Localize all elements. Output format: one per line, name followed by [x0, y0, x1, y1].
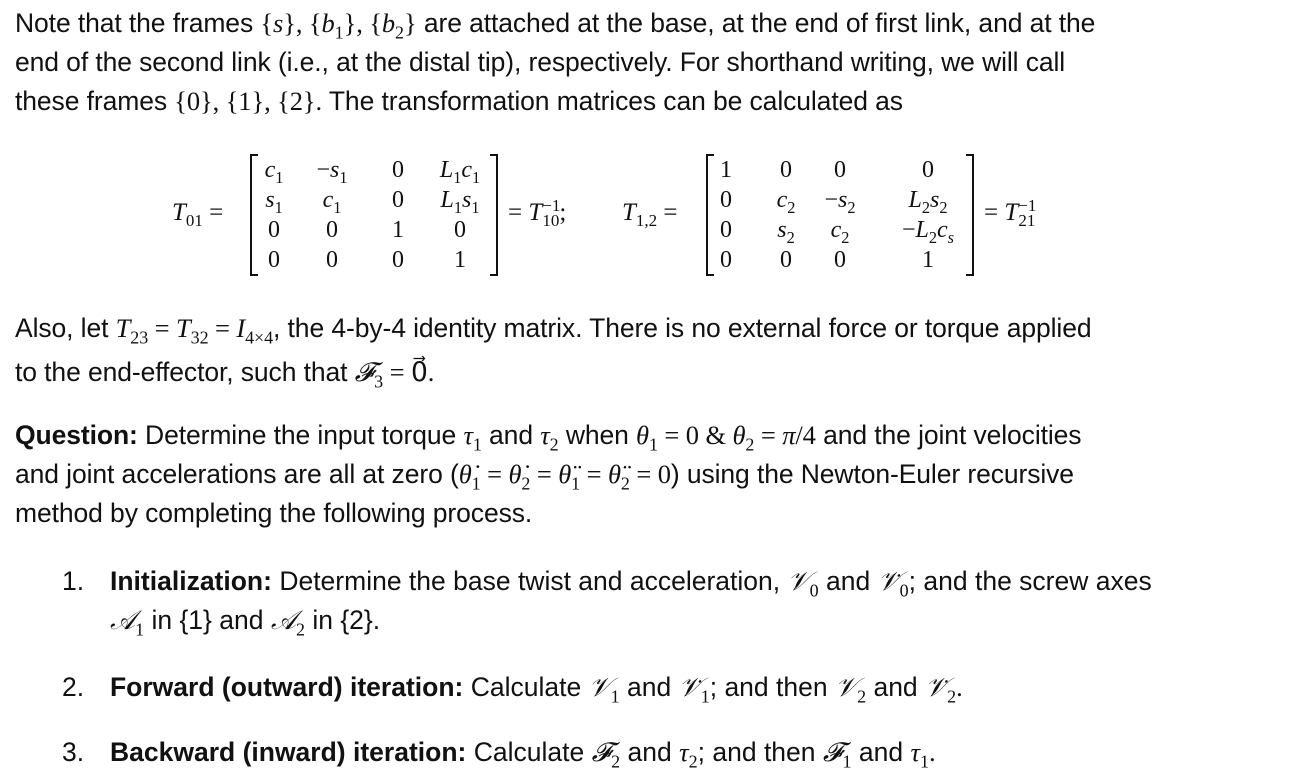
also-paragraph [15, 306, 1285, 394]
matrix-cell: $c_2$ [830, 217, 850, 247]
frame-set-short: {0}, {1}, {2}. [174, 86, 323, 116]
matrix-cell: 0 [268, 247, 280, 273]
matrix-cell: 0 [780, 247, 792, 273]
matrix-cell: $s_1$ [265, 187, 283, 217]
matrix-cell: 0 [922, 157, 934, 183]
matrix-cell: 0 [326, 247, 338, 273]
question-line-3: method by completing the following process. [15, 498, 533, 528]
joint-angle-condition: $\theta_1 = 0$ & $\theta_2 = \pi/4$ [636, 420, 816, 455]
t12-label: $T_{1,2}$ = [622, 199, 678, 230]
intro-paragraph [15, 4, 1285, 121]
zero-velocity-condition: $\thetȧ_1$ = $\thetȧ_2$ = $\thetä_1$ = $\thetä_2 = 0$ [458, 459, 671, 494]
intro-text: Note that the frames [15, 8, 254, 38]
matrix-cell: $c_1$ [264, 157, 284, 187]
step-number: 2. [62, 672, 85, 702]
step-number: 1. [62, 566, 85, 596]
step-label: Initialization: [110, 566, 272, 596]
matrix-cell: 0 [268, 217, 280, 243]
matrix-cell: 0 [834, 157, 846, 183]
intro-text: The transformation matrices can be calculated as [328, 86, 903, 116]
question-line-2: and joint accelerations are all at zero ($\thetȧ_1$ = $\thetȧ_2$ = $\thetä_1$ = $\thetä_2 = 0$) using the Newton-Euler recursive [15, 459, 1074, 494]
matrix-cell: 0 [454, 217, 466, 243]
matrix-cell: 1 [922, 247, 934, 273]
matrix-t01 [250, 154, 498, 276]
t01-label: $T_{01}$ = [172, 199, 224, 230]
intro-text: are attached at the base, at the end of first link, and at the [423, 8, 1096, 38]
matrix-t12 [706, 154, 974, 276]
t10-inverse-label: = $T^{-1}_{10}$; [508, 196, 567, 230]
intro-text: these frames [15, 86, 167, 116]
matrix-cell: $-L_2c_s$ [901, 217, 955, 247]
zero-force-equation: 𝓕$_3$ = 0⃗. [354, 357, 435, 392]
also-line-1: Also, let $T_{23} = T_{32} = I_{4\times 4}$, the 4-by-4 identity matrix. There is no external force or torque applied [15, 313, 1092, 348]
question-paragraph [15, 416, 1285, 533]
matrix-cell: 0 [834, 247, 846, 273]
intro-line-1 [15, 4, 1285, 43]
matrix-cell: 0 [720, 247, 732, 273]
matrix-cell: 1 [392, 217, 404, 243]
matrix-cell: 0 [720, 217, 732, 243]
also-line-2: to the end-effector, such that 𝓕$_3$ = 0⃗. [15, 357, 435, 392]
matrix-cell: $-s_1$ [316, 157, 348, 187]
matrix-cell: 0 [780, 157, 792, 183]
matrix-cell: $L_1s_1$ [440, 187, 480, 217]
matrix-cell: 0 [720, 187, 732, 213]
matrix-cell: $c_1$ [322, 187, 342, 217]
step-label: Forward (outward) iteration: [110, 672, 464, 702]
matrix-cell: $L_2s_2$ [908, 187, 948, 217]
matrix-cell: $s_2$ [777, 217, 795, 247]
matrix-cell: $c_2$ [776, 187, 796, 217]
matrix-cell: 0 [392, 157, 404, 183]
question-line-1: Question: Determine the input torque $\tau_1$ and $\tau_2$ when $\theta_1 = 0$ & $\theta_2 = \pi/4$ and the joint velocities [15, 420, 1082, 455]
question-label: Question: [15, 420, 138, 450]
matrix-cell: $-s_2$ [824, 187, 856, 217]
frame-set: {s}, $\{b_1\}$, $\{b_2\}$ [260, 8, 417, 43]
t21-inverse-label: = $T^{-1}_{21}$ [984, 196, 1037, 230]
bracket-right [966, 154, 974, 276]
matrix-cell: 1 [454, 247, 466, 273]
transformation-equation [0, 150, 1300, 280]
matrix-cell: $L_1c_1$ [439, 157, 481, 187]
matrix-cell: 1 [720, 157, 732, 183]
step-label: Backward (inward) iteration: [110, 737, 467, 767]
matrix-cell: 0 [392, 247, 404, 273]
identity-equation: $T_{23} = T_{32} = I_{4\times 4}$ [115, 313, 274, 348]
step-number: 3. [62, 737, 85, 767]
intro-line-2: end of the second link (i.e., at the distal tip), respectively. For shorthand writing, we will call [15, 47, 1066, 77]
matrix-cell: 0 [392, 187, 404, 213]
intro-line-3 [15, 82, 1285, 121]
matrix-cell: 0 [326, 217, 338, 243]
